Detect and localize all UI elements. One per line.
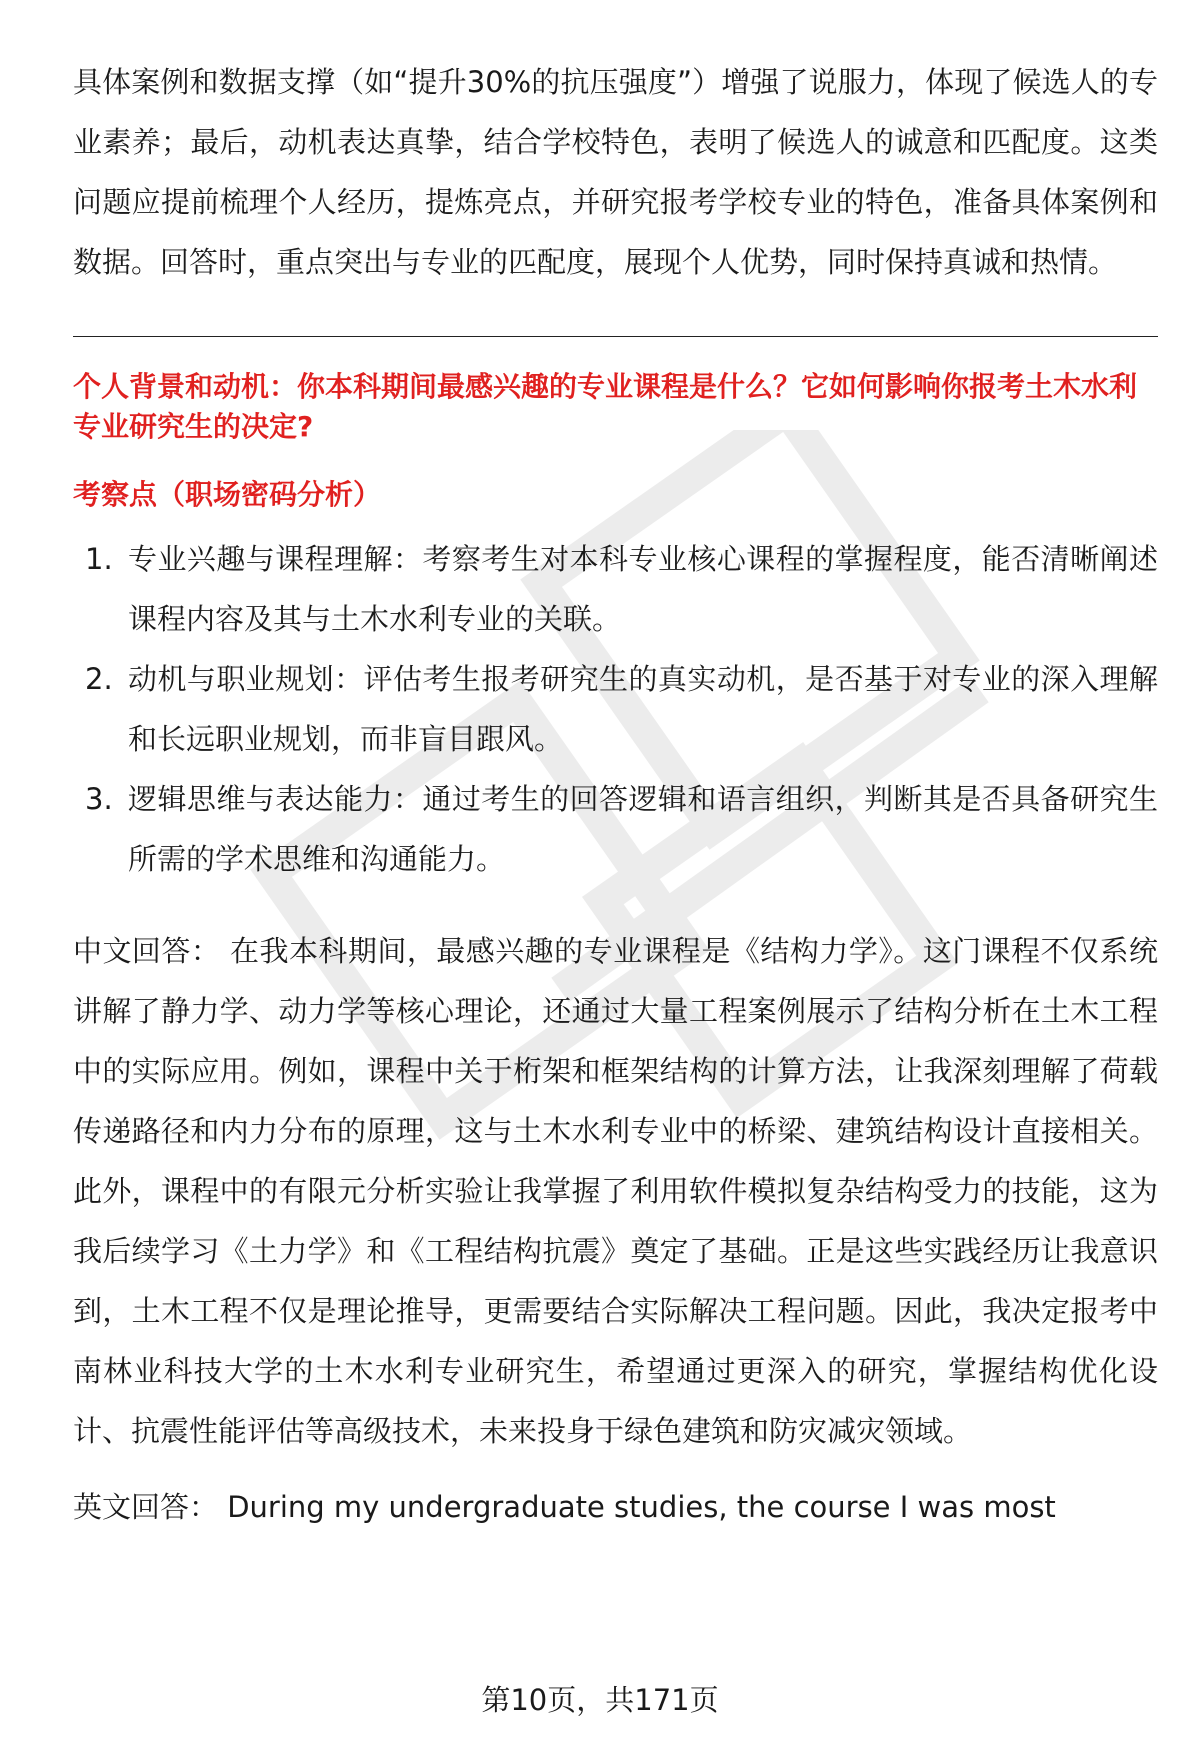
list-item-number: 3.	[85, 782, 113, 816]
intro-paragraph: 具体案例和数据支撑（如“提升30%的抗压强度”）增强了说服力，体现了候选人的专业素养；最后，动机表达真挚，结合学校特色，表明了候选人的诚意和匹配度。这类问题应提前梳理个人经历，提炼亮点，并研究报考学校专业的特色，准备具体案例和数据。回答时，重点突出与专业的匹配度，展现个人优势，同时保持真诚和热情。	[73, 65, 1158, 279]
list-item-text: 动机与职业规划：评估考生报考研究生的真实动机，是否基于对专业的深入理解和长远职业规划，而非盲目跟风。	[128, 662, 1158, 756]
page-content	[73, 52, 1158, 1537]
list-item-text: 逻辑思维与表达能力：通过考生的回答逻辑和语言组织，判断其是否具备研究生所需的学术思维和沟通能力。	[128, 782, 1158, 876]
answer-english: 英文回答： During my undergraduate studies, the course I was most	[73, 1490, 1056, 1524]
answer-chinese: 中文回答： 在我本科期间，最感兴趣的专业课程是《结构力学》。这门课程不仅系统讲解了静力学、动力学等核心理论，还通过大量工程案例展示了结构分析在土木工程中的实际应用。例如，课程中关于桁架和框架结构的计算方法，让我深刻理解了荷载传递路径和内力分布的原理，这与土木水利专业中的桥梁、建筑结构设计直接相关。此外，课程中的有限元分析实验让我掌握了利用软件模拟复杂结构受力的技能，这为我后续学习《土力学》和《工程结构抗震》奠定了基础。正是这些实践经历让我意识到，土木工程不仅是理论推导，更需要结合实际解决工程问题。因此，我决定报考中南林业科技大学的土木水利专业研究生，希望通过更深入的研究，掌握结构优化设计、抗震性能评估等高级技术，未来投身于绿色建筑和防灾减灾领域。	[73, 934, 1158, 1448]
question-heading: 个人背景和动机：你本科期间最感兴趣的专业课程是什么？它如何影响你报考土木水利专业研究生的决定?	[73, 370, 1138, 443]
assessment-points-title: 考察点（职场密码分析）	[73, 478, 382, 511]
section-divider	[73, 336, 1158, 337]
page-footer: 第10页，共171页	[481, 1683, 719, 1717]
list-item-text: 专业兴趣与课程理解：考察考生对本科专业核心课程的掌握程度，能否清晰阐述课程内容及其与土木水利专业的关联。	[128, 542, 1158, 636]
list-item	[73, 769, 1158, 889]
list-item-number: 2.	[85, 662, 113, 696]
list-item	[73, 649, 1158, 769]
assessment-points-list	[73, 529, 1158, 889]
list-item	[73, 529, 1158, 649]
list-item-number: 1.	[85, 542, 113, 576]
